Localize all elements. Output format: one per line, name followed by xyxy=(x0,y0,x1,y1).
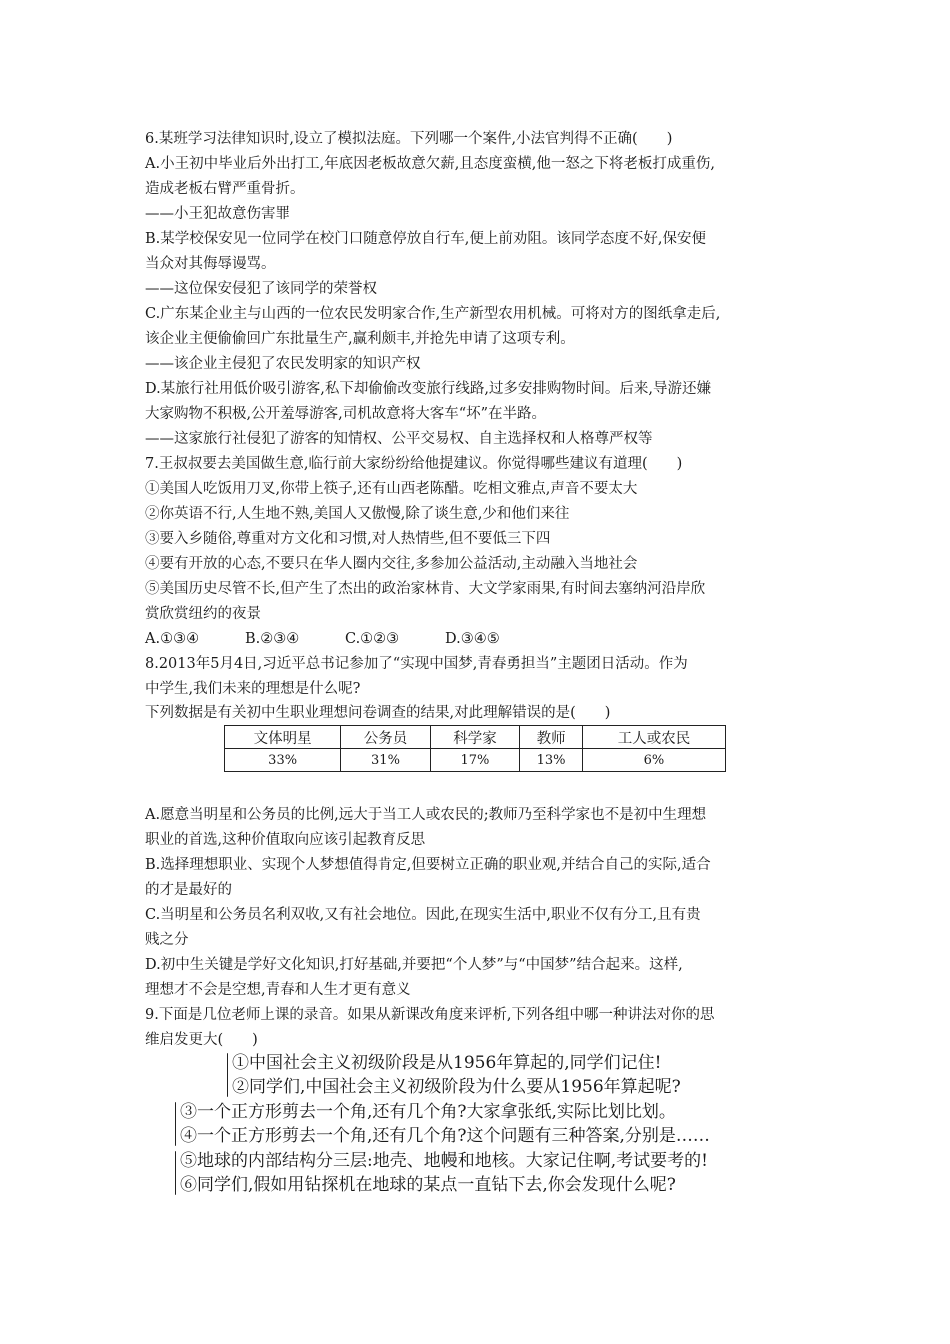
q6-option-c-line2: 该企业主便偷偷回广东批量生产,赢利颇丰,并抢先申请了这项专利。 xyxy=(145,331,575,347)
q6-option-b-verdict: ——这位保安侵犯了该同学的荣誉权 xyxy=(145,281,377,297)
table-cell: 31% xyxy=(341,749,430,772)
q6-stem: 6.某班学习法律知识时,设立了模拟法庭。下列哪一个案件,小法官判得不正确( ) xyxy=(145,131,673,147)
table-header-cell: 公务员 xyxy=(341,726,430,749)
group-2-statement-1: ③一个正方形剪去一个角,还有几个角?大家拿张纸,实际比划比划。 xyxy=(180,1102,676,1122)
q8-option-b-line1: B.选择理想职业、实现个人梦想值得肯定,但要树立正确的职业观,并结合自己的实际,适合 xyxy=(145,857,711,873)
q8-stem-line2: 中学生,我们未来的理想是什么呢? xyxy=(145,681,361,697)
q8-option-c-line1: C.当明星和公务员名利双收,又有社会地位。因此,在现实生活中,职业不仅有分工,且有贵 xyxy=(145,907,701,923)
q8-stem-line1: 8.2013年5月4日,习近平总书记参加了“实现中国梦,青春勇担当”主题团日活动。作为 xyxy=(145,656,688,672)
q9-stem-line1: 9.下面是几位老师上课的录音。如果从新课改角度来评析,下列各组中哪一种讲法对你的思 xyxy=(145,1007,715,1023)
table-header-cell: 工人或农民 xyxy=(582,726,725,749)
group-3-brace xyxy=(175,1151,176,1195)
q9-stem-line2: 维启发更大( ) xyxy=(145,1032,258,1048)
q8-option-a-line2: 职业的首选,这种价值取向应该引起教育反思 xyxy=(145,832,426,848)
q7-option-c: C.①②③ xyxy=(345,631,400,647)
group-3-statement-1: ⑤地球的内部结构分三层:地壳、地幔和地核。大家记住啊,考试要考的! xyxy=(180,1151,708,1171)
q7-item-2: ②你英语不行,人生地不熟,美国人又傲慢,除了谈生意,少和他们来往 xyxy=(145,506,570,522)
table-header-row xyxy=(225,726,726,749)
table-cell: 33% xyxy=(225,749,341,772)
table-header-cell: 科学家 xyxy=(430,726,519,749)
q7-option-a: A.①③④ xyxy=(145,631,200,647)
q7-item-3: ③要入乡随俗,尊重对方文化和习惯,对人热情些,但不要低三下四 xyxy=(145,531,551,547)
table-cell: 17% xyxy=(430,749,519,772)
q6-option-b-line1: B.某学校保安见一位同学在校门口随意停放自行车,便上前劝阻。该同学态度不好,保安便 xyxy=(145,231,706,247)
q7-options xyxy=(145,629,500,649)
table-header-cell: 教师 xyxy=(520,726,583,749)
group-3-statement-2: ⑥同学们,假如用钻探机在地球的某点一直钻下去,你会发现什么呢? xyxy=(180,1175,676,1195)
q6-option-b-line2: 当众对其侮辱谩骂。 xyxy=(145,256,276,272)
q6-option-c-line1: C.广东某企业主与山西的一位农民发明家合作,生产新型农用机械。可将对方的图纸拿走后, xyxy=(145,306,721,322)
group-1-brace xyxy=(227,1053,228,1097)
group-1-statement-1: ①中国社会主义初级阶段是从1956年算起的,同学们记住! xyxy=(232,1053,662,1073)
q6-option-a-line1: A.小王初中毕业后外出打工,年底因老板故意欠薪,且态度蛮横,他一怒之下将老板打成重伤, xyxy=(145,156,716,172)
table-row xyxy=(225,749,726,772)
group-2-brace xyxy=(175,1102,176,1146)
q7-option-b: B.②③④ xyxy=(245,631,300,647)
group-1-statement-2: ②同学们,中国社会主义初级阶段为什么要从1956年算起呢? xyxy=(232,1077,681,1097)
q6-option-a-line2: 造成老板右臂严重骨折。 xyxy=(145,181,305,197)
q6-option-d-verdict: ——这家旅行社侵犯了游客的知情权、公平交易权、自主选择权和人格尊严权等 xyxy=(145,431,653,447)
q7-item-5-line1: ⑤美国历史尽管不长,但产生了杰出的政治家林肯、大文学家雨果,有时间去塞纳河沿岸欣 xyxy=(145,581,706,597)
table-header-cell: 文体明星 xyxy=(225,726,341,749)
q7-item-4: ④要有开放的心态,不要只在华人圈内交往,多参加公益活动,主动融入当地社会 xyxy=(145,556,638,572)
q8-stem-line3: 下列数据是有关初中生职业理想问卷调查的结果,对此理解错误的是( ) xyxy=(145,705,611,721)
q7-item-5-line2: 赏欣赏纽约的夜景 xyxy=(145,606,261,622)
table-cell: 13% xyxy=(520,749,583,772)
q6-option-d-line2: 大家购物不积极,公开羞辱游客,司机故意将大客车“坏”在半路。 xyxy=(145,406,547,422)
q8-option-a-line1: A.愿意当明星和公务员的比例,远大于当工人或农民的;教师乃至科学家也不是初中生理想 xyxy=(145,807,707,823)
q8-option-b-line2: 的才是最好的 xyxy=(145,882,232,898)
career-survey-table xyxy=(224,725,726,772)
table-cell: 6% xyxy=(582,749,725,772)
q6-option-a-verdict: ——小王犯故意伤害罪 xyxy=(145,206,290,222)
q6-option-c-verdict: ——该企业主侵犯了农民发明家的知识产权 xyxy=(145,356,421,372)
q8-option-d-line2: 理想才不会是空想,青春和人生才更有意义 xyxy=(145,982,411,998)
q6-option-d-line1: D.某旅行社用低价吸引游客,私下却偷偷改变旅行线路,过多安排购物时间。后来,导游还嫌 xyxy=(145,381,712,397)
q8-option-d-line1: D.初中生关键是学好文化知识,打好基础,并要把“个人梦”与“中国梦”结合起来。这样, xyxy=(145,957,683,973)
q7-item-1: ①美国人吃饭用刀叉,你带上筷子,还有山西老陈醋。吃相文雅点,声音不要太大 xyxy=(145,481,638,497)
q7-option-d: D.③④⑤ xyxy=(445,631,500,647)
q7-stem: 7.王叔叔要去美国做生意,临行前大家纷纷给他提建议。你觉得哪些建议有道理( ) xyxy=(145,456,683,472)
group-2-statement-2: ④一个正方形剪去一个角,还有几个角?这个问题有三种答案,分别是…… xyxy=(180,1126,710,1146)
q8-option-c-line2: 贱之分 xyxy=(145,932,189,948)
